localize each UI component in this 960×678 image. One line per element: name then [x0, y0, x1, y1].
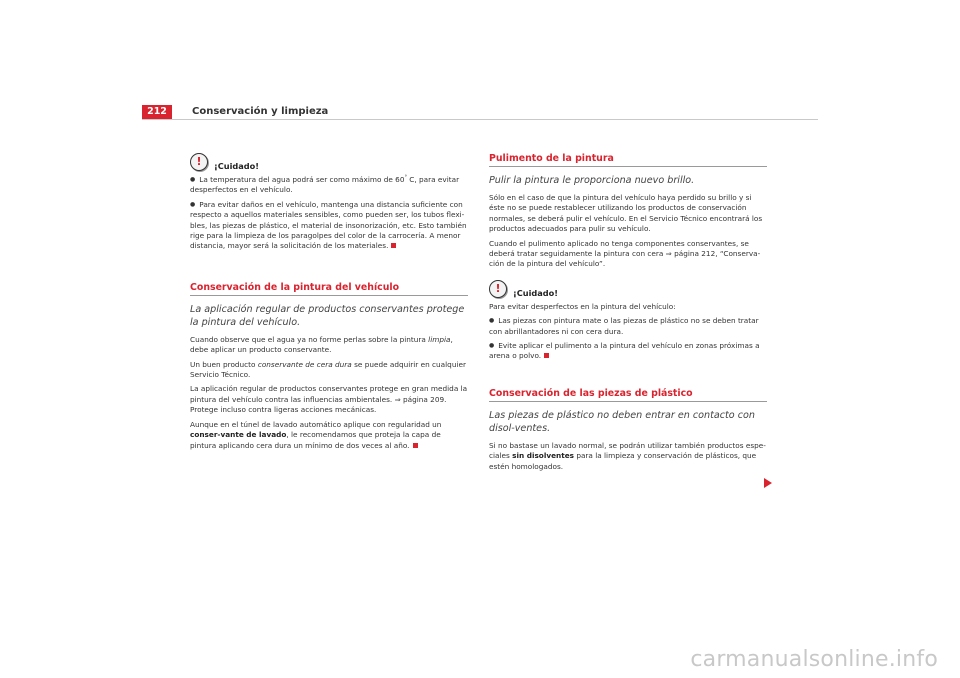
bullet-text-end: C, para evitar desperfectos en el vehículo.: [190, 175, 460, 195]
bullet-text: La temperatura del agua podrá ser como máximo de 60: [199, 175, 405, 184]
bullet-text: Para evitar daños en el vehículo, mantenga una distancia suficiente con respecto a aquellos materiales sensibles, como pueden ser, los tubos flexi-bles, las piezas de plástico, el material de insonorización, etc. Esto también rige para la limpieza de los paragolpes del color de la carrocería. A menor distancia, mayor será la solicitación de los materiales.: [190, 199, 467, 251]
watermark: carmanualsonline.info: [690, 647, 938, 672]
warning-bullet: ● Evite aplicar el pulimento a la pintura del vehículo en zonas próximas a arena o polvo.: [489, 341, 767, 362]
running-title: Conservación y limpieza: [192, 106, 329, 117]
arrow-right-icon[interactable]: [764, 478, 772, 488]
page-number: 212: [142, 105, 172, 119]
paragraph: La aplicación regular de productos conservantes protege en gran medida la pintura del vehículo contra las influencias ambientales. ⇒ página 209. Protege incluso contra ligeras acciones mecánicas.: [190, 384, 468, 415]
paragraph: Aunque en el túnel de lavado automático aplique con regularidad un conser-vante de lavado, le recomendamos que proteja la capa de pintura aplicando cera dura un mínimo de dos veces al año.: [190, 419, 442, 450]
warning-bullet: [190, 200, 468, 252]
section-subtitle: Las piezas de plástico no deben entrar en contacto con disol-ventes.: [489, 409, 755, 434]
section-subtitle: La aplicación regular de productos conservantes protege la pintura del vehículo.: [190, 303, 465, 328]
end-of-section-icon: [391, 243, 396, 248]
warning-icon: !: [489, 280, 507, 298]
section-subtitle: Pulir la pintura le proporciona nuevo brillo.: [489, 175, 695, 186]
section-title: Conservación de las piezas de plástico: [489, 388, 767, 402]
paragraph: Sólo en el caso de que la pintura del vehículo haya perdido su brillo y si éste no se puede restablecer utilizando los productos de conservación normales, se deberá pulir el vehículo. En el Servicio Técnico encontrará los productos adecuados para pulir su vehículo.: [489, 193, 763, 234]
warning-bullet: [190, 175, 468, 196]
warning-bullet: ● Las piezas con pintura mate o las piezas de plástico no se deben tratar con abrillantadores ni con cera dura.: [489, 316, 767, 337]
end-of-section-icon: [544, 353, 549, 358]
warning-title: ¡Cuidado!: [513, 287, 558, 298]
warning-intro: Para evitar desperfectos en la pintura del vehículo:: [489, 301, 676, 311]
section-title: Pulimento de la pintura: [489, 153, 767, 167]
paragraph: Cuando observe que el agua ya no forme perlas sobre la pintura limpia, debe aplicar un producto conservante.: [190, 334, 453, 355]
warning-box-2-header: [489, 280, 767, 298]
left-column: [190, 153, 468, 455]
warning-box-1-header: [190, 153, 468, 171]
paragraph: Si no bastase un lavado normal, se podrán utilizar también productos espe-ciales sin disolventes para la limpieza y conservación de plásticos, que estén homologados.: [489, 440, 766, 471]
header-rule: [142, 119, 818, 120]
right-column: [489, 153, 767, 476]
warning-icon: !: [190, 153, 208, 171]
warning-title: ¡Cuidado!: [214, 161, 259, 171]
end-of-section-icon: [413, 443, 418, 448]
degree-sup: °: [404, 174, 407, 181]
paragraph: Un buen producto conservante de cera dura se puede adquirir en cualquier Servicio Técnico.: [190, 359, 466, 380]
paragraph: Cuando el pulimento aplicado no tenga componentes conservantes, se deberá tratar seguidamente la pintura con cera ⇒ página 212, “Conserva-ción de la pintura del vehículo”.: [489, 238, 761, 269]
section-title: Conservación de la pintura del vehículo: [190, 282, 468, 296]
